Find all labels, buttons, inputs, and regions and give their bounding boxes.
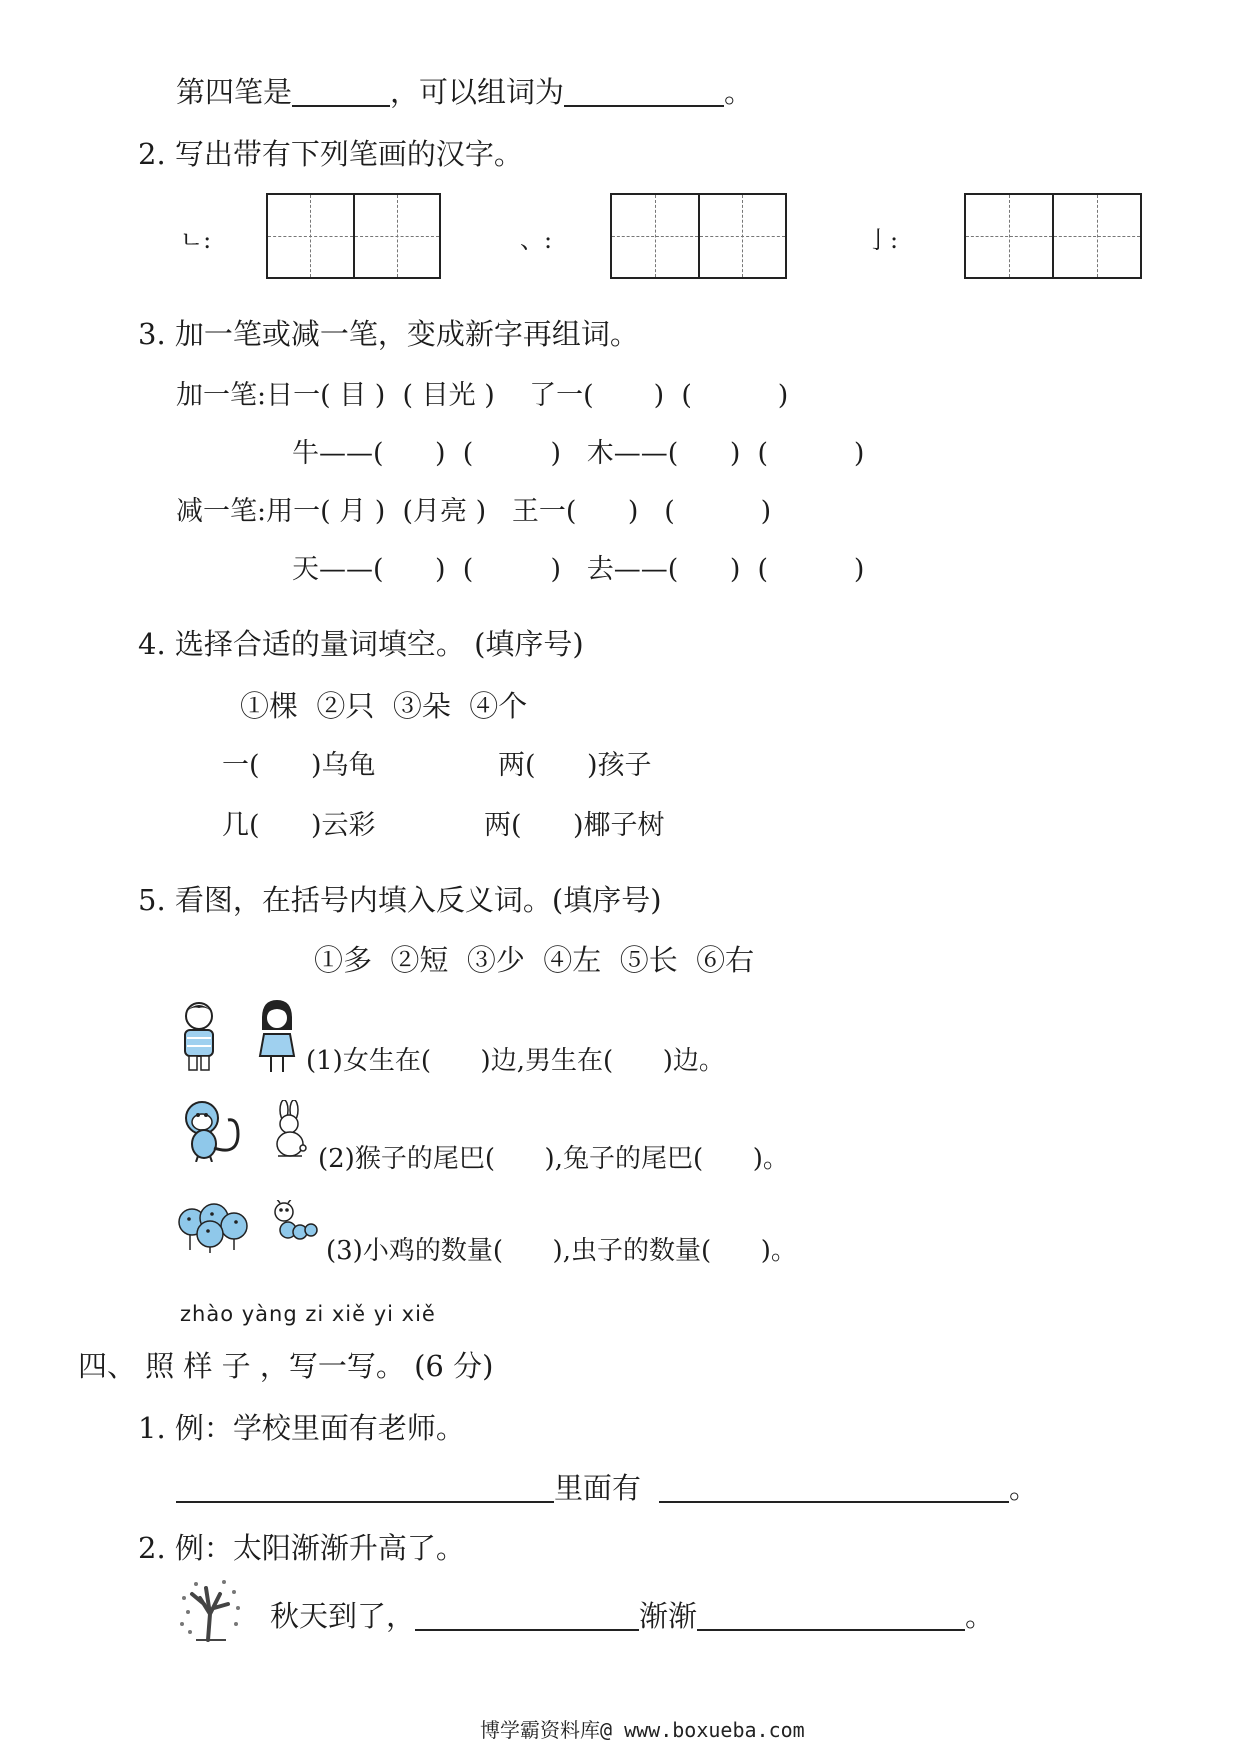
q4-item-2: 两( )孩子: [498, 750, 652, 781]
tree-illustration: [176, 1578, 246, 1642]
ex1-answer-line: 里面有 。: [176, 1474, 1038, 1503]
rabbit-illustration: [268, 1100, 312, 1160]
writing-grid-2[interactable]: [610, 193, 787, 279]
ex2-answer-line: 秋天到了， 渐渐 。: [270, 1599, 995, 1633]
grid-cell[interactable]: [355, 195, 440, 277]
stroke-label-3: 亅:: [866, 226, 899, 254]
q3-row-2: 牛——( ) ( ) 木——( ) ( ): [292, 438, 865, 469]
footer-watermark: 博学霸资料库@ www.boxueba.com: [480, 1718, 805, 1742]
q3-row-3: 减一笔:用一( 月 ) (月亮 ) 王一( ) ( ): [176, 496, 772, 527]
ex1-title: 1. 例：学校里面有老师。: [138, 1411, 465, 1445]
worm-illustration: [270, 1200, 322, 1244]
section4-title: 四、 照 样 子 ，写一写。 (6 分): [78, 1349, 494, 1383]
q2-title: 2. 写出带有下列笔画的汉字。: [138, 137, 523, 171]
ex2-title: 2. 例：太阳渐渐升高了。: [138, 1531, 465, 1565]
q4-options: ①棵 ②只 ③朵 ④个: [240, 689, 528, 723]
grid-cell[interactable]: [966, 195, 1054, 277]
girl-illustration: [254, 1000, 300, 1074]
grid-cell[interactable]: [612, 195, 700, 277]
q5-options: ①多 ②短 ③少 ④左 ⑤长 ⑥右: [314, 943, 755, 977]
ex2-blank-subject[interactable]: [415, 1603, 639, 1631]
q3-row-4: 天——( ) ( ) 去——( ) ( ): [292, 554, 865, 585]
q4-item-3: 几( )云彩: [222, 810, 376, 841]
grid-cell[interactable]: [700, 195, 786, 277]
monkey-illustration: [178, 1098, 248, 1162]
q4-item-1: 一( )乌龟: [222, 750, 376, 781]
stroke-label-2: 、:: [520, 226, 553, 254]
grid-cell[interactable]: [1054, 195, 1140, 277]
q5-item-1: (1)女生在( )边,男生在( )边。: [306, 1046, 725, 1076]
q4-item-4: 两( )椰子树: [484, 810, 665, 841]
q1-tail-line: 第四笔是 ，可以组词为 。: [176, 75, 754, 109]
ex1-blank-place[interactable]: [176, 1475, 554, 1503]
writing-grid-3[interactable]: [964, 193, 1142, 279]
writing-grid-1[interactable]: [266, 193, 441, 279]
chicks-illustration: [176, 1198, 252, 1254]
section4-pinyin: zhào yàng zi xiě yi xiě: [180, 1302, 436, 1326]
q5-title: 5. 看图，在括号内填入反义词。(填序号): [138, 883, 662, 917]
q1-blank-word[interactable]: [564, 79, 724, 107]
ex1-blank-person[interactable]: [659, 1475, 1009, 1503]
ex2-blank-change[interactable]: [697, 1603, 965, 1631]
q1-blank-stroke[interactable]: [292, 79, 390, 107]
boy-illustration: [176, 1000, 222, 1072]
stroke-label-1: ㄴ:: [180, 226, 212, 254]
grid-cell[interactable]: [268, 195, 355, 277]
q3-title: 3. 加一笔或减一笔，变成新字再组词。: [138, 317, 639, 351]
q4-title: 4. 选择合适的量词填空。 (填序号): [138, 627, 584, 661]
q5-item-2: (2)猴子的尾巴( ),兔子的尾巴( )。: [318, 1144, 789, 1174]
q5-item-3: (3)小鸡的数量( ),虫子的数量( )。: [326, 1236, 797, 1266]
q3-row-1: 加一笔:日一( 目 ) ( 目光 ) 了一( ) ( ): [176, 380, 789, 411]
